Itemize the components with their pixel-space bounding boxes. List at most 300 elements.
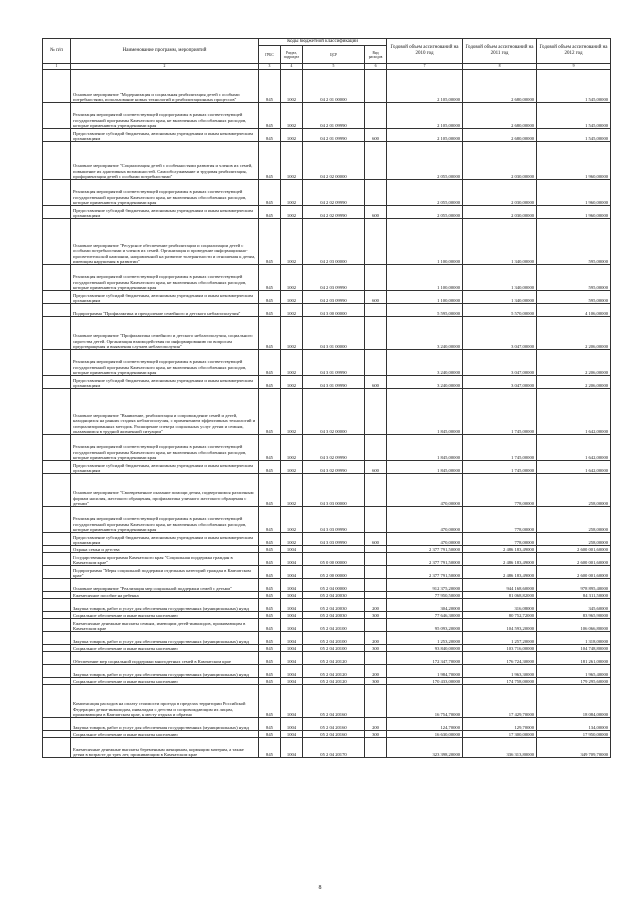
cell-name: Основное мероприятие "Модернизация и социальная реабилитация детей с особыми потребностями, использование новых технологий и реабилитационных процессов" xyxy=(71,70,259,103)
cell-razdel: 1004 xyxy=(281,566,303,579)
cell-2010: 2 105,00000 xyxy=(387,70,463,103)
cell-vr xyxy=(365,619,387,632)
cell-2011: 1 745,00000 xyxy=(463,435,537,461)
cell-name: Основное мероприятие "Реализация мер социальной поддержки семей с детьми" xyxy=(71,579,259,592)
cell-razdel: 1004 xyxy=(281,665,303,678)
cell-vr: 300 xyxy=(365,612,387,619)
cell-csr: 04 3 03 09990 xyxy=(303,507,365,533)
cell-csr: 05 2 00 00000 xyxy=(303,566,365,579)
header-razdel: Раздел, подраздел xyxy=(281,46,303,64)
cell-no xyxy=(43,291,71,304)
header-name: Наименование программ, мероприятий xyxy=(71,39,259,64)
cell-2010: 93 840,00000 xyxy=(387,645,463,652)
cell-2012: 1 318,00000 xyxy=(537,632,611,645)
col-number: 3 xyxy=(259,64,281,70)
cell-razdel: 1004 xyxy=(281,678,303,685)
cell-name: Реализация мероприятий соответствующей подпрограммы в рамках соответствующей государственной программы Камчатского края, не включенных обособленных расходов, которые применяются учреждениями края xyxy=(71,265,259,291)
cell-name: Основное мероприятие "Профилактика семейного и детского неблагополучия, социального сиротства детей. Организация взаимодействия по информированию по вопросам предотвращения и выявления случаев неблагополучия" xyxy=(71,317,259,350)
cell-2012: 104 748,80000 xyxy=(537,645,611,652)
cell-2010: 1 845,00000 xyxy=(387,461,463,474)
cell-2011: 3 047,00000 xyxy=(463,317,537,350)
cell-name: Социальное обеспечение и иные выплаты населению xyxy=(71,678,259,685)
cell-2010: 2 377 791,50000 xyxy=(387,553,463,566)
cell-2012: 181 261,00000 xyxy=(537,652,611,665)
cell-grbs: 845 xyxy=(259,265,281,291)
cell-grbs: 845 xyxy=(259,612,281,619)
cell-grbs: 845 xyxy=(259,219,281,265)
cell-2010: 470,00000 xyxy=(387,474,463,507)
cell-csr: 05 2 04 20170 xyxy=(303,738,365,758)
table-row xyxy=(43,579,611,592)
cell-csr: 04 3 01 00000 xyxy=(303,317,365,350)
cell-name: Реализация мероприятий соответствующей подпрограммы в рамках соответствующей государственной программы Камчатского края, не включенных обособленных расходов, которые применяются учреждениями края xyxy=(71,180,259,206)
cell-grbs: 845 xyxy=(259,579,281,592)
cell-no xyxy=(43,579,71,592)
cell-2012: 258,00000 xyxy=(537,507,611,533)
cell-name: Реализация мероприятий соответствующей подпрограммы в рамках соответствующей государственной программы Камчатского края, не включенных обособленных расходов, которые применяются учреждениями края xyxy=(71,435,259,461)
cell-csr: 04 2 01 09990 xyxy=(303,103,365,129)
cell-csr: 04 3 00 00000 xyxy=(303,304,365,317)
cell-2010: 304,20000 xyxy=(387,599,463,612)
cell-no xyxy=(43,103,71,129)
cell-csr: 04 3 02 00000 xyxy=(303,389,365,435)
cell-name: Основное мероприятие "Выявление, реабилитация и сопровождение семей и детей, находящихся на ранних стадиях неблагополучия, с применением эффективных технологий и специализированных методик. Расширение спектра социальных услуг детям и семьям, оказавшимся в трудной жизненной ситуации" xyxy=(71,389,259,435)
cell-csr xyxy=(303,546,365,553)
cell-razdel: 1002 xyxy=(281,474,303,507)
header-2012: Годовой объем ассигнований на 2012 год xyxy=(537,39,611,64)
cell-razdel: 1002 xyxy=(281,461,303,474)
cell-2012: 595,00000 xyxy=(537,265,611,291)
cell-2012: 1 545,00000 xyxy=(537,70,611,103)
cell-2011: 103 716,00000 xyxy=(463,645,537,652)
cell-no xyxy=(43,553,71,566)
cell-grbs: 845 xyxy=(259,533,281,546)
table-row xyxy=(43,592,611,599)
cell-grbs: 845 xyxy=(259,592,281,599)
cell-grbs: 845 xyxy=(259,103,281,129)
cell-2011: 17 300,00000 xyxy=(463,731,537,738)
cell-no xyxy=(43,142,71,180)
cell-2010: 172 347,70000 xyxy=(387,652,463,665)
cell-2010: 470,00000 xyxy=(387,507,463,533)
cell-2011: 778,00000 xyxy=(463,474,537,507)
cell-razdel: 1002 xyxy=(281,507,303,533)
cell-razdel: 1004 xyxy=(281,718,303,731)
table-row xyxy=(43,129,611,142)
cell-2010: 1 253,20000 xyxy=(387,632,463,645)
cell-2012: 345,60000 xyxy=(537,599,611,612)
cell-2010: 3 240,00000 xyxy=(387,317,463,350)
cell-razdel: 1002 xyxy=(281,219,303,265)
cell-name: Предоставление субсидий бюджетным, автономным учреждениям и иным некоммерческим организациям xyxy=(71,291,259,304)
cell-2011: 336 313,80000 xyxy=(463,738,537,758)
cell-vr xyxy=(365,180,387,206)
cell-2011: 3 047,00000 xyxy=(463,350,537,376)
cell-grbs: 845 xyxy=(259,652,281,665)
cell-2011: 1 257,20000 xyxy=(463,632,537,645)
cell-vr xyxy=(365,265,387,291)
cell-grbs: 845 xyxy=(259,389,281,435)
cell-vr xyxy=(365,685,387,718)
cell-name: Ежемесячные денежные выплаты беременным женщинам, кормящим матерям, а также детям в возрасте до трех лет, проживающим в Камчатском крае xyxy=(71,738,259,758)
cell-vr: 300 xyxy=(365,678,387,685)
cell-csr: 04 2 02 09990 xyxy=(303,206,365,219)
budget-table xyxy=(42,38,611,758)
cell-razdel: 1002 xyxy=(281,389,303,435)
cell-csr: 04 3 03 09990 xyxy=(303,533,365,546)
cell-2011: 2 680,00000 xyxy=(463,103,537,129)
cell-2010: 16 630,00000 xyxy=(387,731,463,738)
cell-csr: 05 2 04 20120 xyxy=(303,665,365,678)
cell-2011: 81 068,82000 xyxy=(463,592,537,599)
cell-2010: 2 105,00000 xyxy=(387,103,463,129)
cell-no xyxy=(43,599,71,612)
cell-grbs: 845 xyxy=(259,599,281,612)
cell-name: Предоставление субсидий бюджетным, автономным учреждениям и иным некоммерческим организациям xyxy=(71,533,259,546)
cell-csr: 04 3 02 09990 xyxy=(303,461,365,474)
cell-vr xyxy=(365,317,387,350)
cell-2012: 18 084,00000 xyxy=(537,685,611,718)
cell-grbs: 845 xyxy=(259,206,281,219)
cell-csr: 05 2 04 20100 xyxy=(303,632,365,645)
cell-vr xyxy=(365,652,387,665)
cell-2012: 2 206,00000 xyxy=(537,376,611,389)
cell-no xyxy=(43,546,71,553)
cell-name: Социальное обеспечение и иные выплаты населению xyxy=(71,645,259,652)
cell-2012: 106 066,80000 xyxy=(537,619,611,632)
table-row xyxy=(43,612,611,619)
cell-razdel: 1002 xyxy=(281,435,303,461)
cell-vr: 200 xyxy=(365,665,387,678)
cell-razdel: 1004 xyxy=(281,592,303,599)
header-vr: Вид расходов xyxy=(365,46,387,64)
table-row xyxy=(43,632,611,645)
cell-2011: 176 724,30000 xyxy=(463,652,537,665)
cell-razdel: 1004 xyxy=(281,619,303,632)
cell-2012: 978 895,40000 xyxy=(537,579,611,592)
cell-grbs: 845 xyxy=(259,291,281,304)
cell-2011: 2 486 183,49000 xyxy=(463,546,537,553)
table-row xyxy=(43,389,611,435)
table-row xyxy=(43,376,611,389)
cell-2012: 179 295,60000 xyxy=(537,678,611,685)
cell-name: Основное мероприятие "Ресурсное обеспечение реабилитации и социализации детей с особыми потребностями и членов их семей. Организация и проведение информационно-просветительской кампании, направленной на развитие толерантности и отношения к детям, имеющим нарушения в развитии" xyxy=(71,219,259,265)
cell-csr: 05 2 04 20030 xyxy=(303,592,365,599)
cell-2010: 16 754,70000 xyxy=(387,685,463,718)
cell-2011: 316,08000 xyxy=(463,599,537,612)
cell-csr: 04 2 01 00000 xyxy=(303,70,365,103)
cell-no xyxy=(43,652,71,665)
page-number: 8 xyxy=(318,885,322,891)
cell-csr: 04 2 02 09990 xyxy=(303,180,365,206)
header-2011: Годовой объем ассигнований на 2011 год xyxy=(463,39,537,64)
cell-2011: 80 752,72000 xyxy=(463,612,537,619)
cell-vr: 600 xyxy=(365,461,387,474)
cell-vr xyxy=(365,507,387,533)
cell-no xyxy=(43,507,71,533)
cell-2011: 5 570,00000 xyxy=(463,304,537,317)
cell-2012: 1 960,00000 xyxy=(537,142,611,180)
cell-vr xyxy=(365,70,387,103)
cell-name: Подпрограмма "Профилактика и преодоление семейного и детского неблагополучия" xyxy=(71,304,259,317)
cell-2011: 3 047,00000 xyxy=(463,376,537,389)
cell-no xyxy=(43,206,71,219)
cell-2011: 1 340,00000 xyxy=(463,291,537,304)
cell-grbs: 845 xyxy=(259,142,281,180)
cell-name: Закупка товаров, работ и услуг для обеспечения государственных (муниципальных) нужд xyxy=(71,718,259,731)
col-number: 5 xyxy=(303,64,365,70)
col-number: 7 xyxy=(387,64,463,70)
cell-2010: 1 100,00000 xyxy=(387,291,463,304)
cell-name: Ежемесячное пособие на ребенка xyxy=(71,592,259,599)
cell-2012: 1 965,40000 xyxy=(537,665,611,678)
cell-2011: 778,00000 xyxy=(463,507,537,533)
cell-no xyxy=(43,632,71,645)
cell-vr xyxy=(365,103,387,129)
cell-grbs: 845 xyxy=(259,546,281,553)
cell-razdel: 1004 xyxy=(281,579,303,592)
cell-2012: 595,00000 xyxy=(537,291,611,304)
cell-grbs: 845 xyxy=(259,180,281,206)
cell-razdel: 1004 xyxy=(281,645,303,652)
cell-name: Реализация мероприятий соответствующей подпрограммы в рамках соответствующей государственной программы Камчатского края, не включенных обособленных расходов, которые применяются учреждениями края xyxy=(71,103,259,129)
cell-vr xyxy=(365,546,387,553)
cell-grbs: 845 xyxy=(259,718,281,731)
cell-no xyxy=(43,612,71,619)
table-row xyxy=(43,566,611,579)
budget-sheet xyxy=(42,38,610,758)
cell-2010: 2 377 791,50000 xyxy=(387,546,463,553)
cell-no xyxy=(43,219,71,265)
cell-no xyxy=(43,685,71,718)
cell-2012: 17 950,00000 xyxy=(537,731,611,738)
table-row xyxy=(43,70,611,103)
cell-razdel: 1002 xyxy=(281,304,303,317)
table-row xyxy=(43,142,611,180)
cell-csr: 04 3 03 00000 xyxy=(303,474,365,507)
cell-csr: 04 2 03 09990 xyxy=(303,265,365,291)
cell-no xyxy=(43,718,71,731)
cell-razdel: 1004 xyxy=(281,652,303,665)
cell-name: Предоставление субсидий бюджетным, автономным учреждениям и иным некоммерческим организациям xyxy=(71,376,259,389)
table-row xyxy=(43,291,611,304)
cell-2010: 1 984,70000 xyxy=(387,665,463,678)
cell-2010: 3 240,00000 xyxy=(387,350,463,376)
table-row xyxy=(43,731,611,738)
cell-2012: 1 960,00000 xyxy=(537,206,611,219)
cell-grbs: 845 xyxy=(259,678,281,685)
cell-2010: 1 845,00000 xyxy=(387,389,463,435)
cell-grbs: 845 xyxy=(259,304,281,317)
cell-grbs: 845 xyxy=(259,553,281,566)
cell-name: Социальное обеспечение и иные выплаты населению xyxy=(71,731,259,738)
cell-csr: 05 2 04 20100 xyxy=(303,619,365,632)
cell-no xyxy=(43,461,71,474)
cell-vr: 300 xyxy=(365,645,387,652)
cell-razdel: 1004 xyxy=(281,612,303,619)
table-row xyxy=(43,718,611,731)
cell-2011: 1 745,00000 xyxy=(463,461,537,474)
cell-2011: 2 680,00000 xyxy=(463,70,537,103)
cell-2011: 2 680,00000 xyxy=(463,129,537,142)
header-csr: ЦСР xyxy=(303,46,365,64)
cell-grbs: 845 xyxy=(259,474,281,507)
cell-grbs: 845 xyxy=(259,665,281,678)
cell-2011: 2 030,00000 xyxy=(463,180,537,206)
cell-name: Реализация мероприятий соответствующей подпрограммы в рамках соответствующей государственной программы Камчатского края, не включенных обособленных расходов, которые применяются учреждениями края xyxy=(71,350,259,376)
cell-2012: 84 311,50000 xyxy=(537,592,611,599)
cell-name: Государственная программа Камчатского края "Социальная поддержка граждан в Камчатском крае" xyxy=(71,553,259,566)
cell-no xyxy=(43,731,71,738)
table-row xyxy=(43,265,611,291)
cell-2012: 258,00000 xyxy=(537,533,611,546)
cell-no xyxy=(43,350,71,376)
cell-2010: 124,70000 xyxy=(387,718,463,731)
cell-2010: 2 105,00000 xyxy=(387,129,463,142)
cell-razdel: 1002 xyxy=(281,533,303,546)
cell-razdel: 1004 xyxy=(281,546,303,553)
col-number: 6 xyxy=(365,64,387,70)
table-row xyxy=(43,180,611,206)
cell-no xyxy=(43,304,71,317)
cell-razdel: 1002 xyxy=(281,129,303,142)
cell-2010: 2 055,00000 xyxy=(387,206,463,219)
header-grbs: ГРБС xyxy=(259,46,281,64)
cell-grbs: 845 xyxy=(259,731,281,738)
table-row xyxy=(43,652,611,665)
col-number: 1 xyxy=(43,64,71,70)
table-row xyxy=(43,645,611,652)
cell-razdel: 1002 xyxy=(281,350,303,376)
cell-razdel: 1004 xyxy=(281,731,303,738)
cell-2012: 258,00000 xyxy=(537,474,611,507)
cell-vr: 600 xyxy=(365,376,387,389)
cell-vr xyxy=(365,142,387,180)
cell-2010: 323 398,20000 xyxy=(387,738,463,758)
cell-2012: 1 545,00000 xyxy=(537,129,611,142)
cell-2011: 2 030,00000 xyxy=(463,142,537,180)
cell-vr xyxy=(365,579,387,592)
cell-2010: 1 100,00000 xyxy=(387,219,463,265)
cell-vr: 300 xyxy=(365,731,387,738)
cell-razdel: 1004 xyxy=(281,632,303,645)
cell-csr: 05 0 00 00000 xyxy=(303,553,365,566)
cell-name: Закупка товаров, работ и услуг для обеспечения государственных (муниципальных) нужд xyxy=(71,632,259,645)
cell-name: Основное мероприятие "Социализация детей с особенностями развития и членов их семей, повышение их адаптивных возможностей. Самообслуживание и трудовая реабилитация, профориентация детей с особыми потребностями" xyxy=(71,142,259,180)
cell-razdel: 1004 xyxy=(281,738,303,758)
cell-name: Предоставление субсидий бюджетным, автономным учреждениям и иным некоммерческим организациям xyxy=(71,206,259,219)
cell-2010: 170 433,00000 xyxy=(387,678,463,685)
cell-grbs: 845 xyxy=(259,376,281,389)
col-number: 9 xyxy=(537,64,611,70)
table-row xyxy=(43,317,611,350)
cell-2010: 1 845,00000 xyxy=(387,435,463,461)
table-row xyxy=(43,685,611,718)
cell-razdel: 1004 xyxy=(281,599,303,612)
cell-no xyxy=(43,70,71,103)
cell-name: Основное мероприятие "Своевременное оказание помощи детям, подвергшимся различным формам насилия, жестокого обращения, профилактика уличного жестокого обращения с детьми" xyxy=(71,474,259,507)
cell-razdel: 1004 xyxy=(281,553,303,566)
cell-2010: 1 100,00000 xyxy=(387,265,463,291)
cell-no xyxy=(43,435,71,461)
col-number: 2 xyxy=(71,64,259,70)
cell-no xyxy=(43,389,71,435)
cell-csr: 04 2 02 00000 xyxy=(303,142,365,180)
cell-2011: 174 758,00000 xyxy=(463,678,537,685)
cell-no xyxy=(43,474,71,507)
cell-name: Реализация мероприятий соответствующей подпрограммы в рамках соответствующей государственной программы Камчатского края, не включенных обособленных расходов, которые применяются учреждениями края xyxy=(71,507,259,533)
cell-grbs: 845 xyxy=(259,350,281,376)
cell-2011: 2 486 183,49000 xyxy=(463,566,537,579)
cell-2012: 1 642,00000 xyxy=(537,389,611,435)
cell-csr: 05 2 04 20100 xyxy=(303,645,365,652)
cell-vr: 600 xyxy=(365,291,387,304)
cell-vr: 600 xyxy=(365,206,387,219)
table-row xyxy=(43,665,611,678)
cell-razdel: 1004 xyxy=(281,685,303,718)
cell-no xyxy=(43,180,71,206)
table-row xyxy=(43,599,611,612)
table-row xyxy=(43,533,611,546)
cell-2012: 2 206,00000 xyxy=(537,350,611,376)
cell-no xyxy=(43,376,71,389)
cell-razdel: 1002 xyxy=(281,142,303,180)
table-row xyxy=(43,461,611,474)
table-row xyxy=(43,546,611,553)
table-row xyxy=(43,507,611,533)
cell-vr: 200 xyxy=(365,718,387,731)
cell-name: Обеспечение мер социальной поддержки многодетных семей в Камчатском крае xyxy=(71,652,259,665)
cell-vr: 600 xyxy=(365,533,387,546)
cell-razdel: 1002 xyxy=(281,376,303,389)
table-row xyxy=(43,553,611,566)
cell-razdel: 1002 xyxy=(281,265,303,291)
table-row xyxy=(43,206,611,219)
cell-2011: 1 340,00000 xyxy=(463,219,537,265)
table-row xyxy=(43,219,611,265)
table-row xyxy=(43,304,611,317)
cell-vr: 600 xyxy=(365,129,387,142)
cell-2011: 1 340,00000 xyxy=(463,265,537,291)
cell-grbs: 845 xyxy=(259,461,281,474)
cell-2011: 104 593,20000 xyxy=(463,619,537,632)
cell-vr: 200 xyxy=(365,599,387,612)
cell-no xyxy=(43,129,71,142)
cell-no xyxy=(43,678,71,685)
cell-grbs: 845 xyxy=(259,566,281,579)
cell-vr xyxy=(365,474,387,507)
cell-razdel: 1002 xyxy=(281,206,303,219)
cell-no xyxy=(43,665,71,678)
cell-csr: 04 2 01 09990 xyxy=(303,129,365,142)
table-row xyxy=(43,350,611,376)
cell-2010: 912 375,20000 xyxy=(387,579,463,592)
cell-no xyxy=(43,265,71,291)
cell-2011: 778,00000 xyxy=(463,533,537,546)
cell-2010: 5 595,00000 xyxy=(387,304,463,317)
cell-razdel: 1002 xyxy=(281,103,303,129)
cell-csr: 04 2 03 00000 xyxy=(303,219,365,265)
cell-vr xyxy=(365,389,387,435)
cell-2012: 2 206,00000 xyxy=(537,317,611,350)
table-row xyxy=(43,678,611,685)
table-row xyxy=(43,738,611,758)
cell-csr: 05 2 04 20030 xyxy=(303,612,365,619)
cell-grbs: 845 xyxy=(259,645,281,652)
header-2010: Годовой объем ассигнований на 2010 год xyxy=(387,39,463,64)
cell-2011: 129,70000 xyxy=(463,718,537,731)
cell-name: Предоставление субсидий бюджетным, автономным учреждениям и иным некоммерческим организациям xyxy=(71,129,259,142)
